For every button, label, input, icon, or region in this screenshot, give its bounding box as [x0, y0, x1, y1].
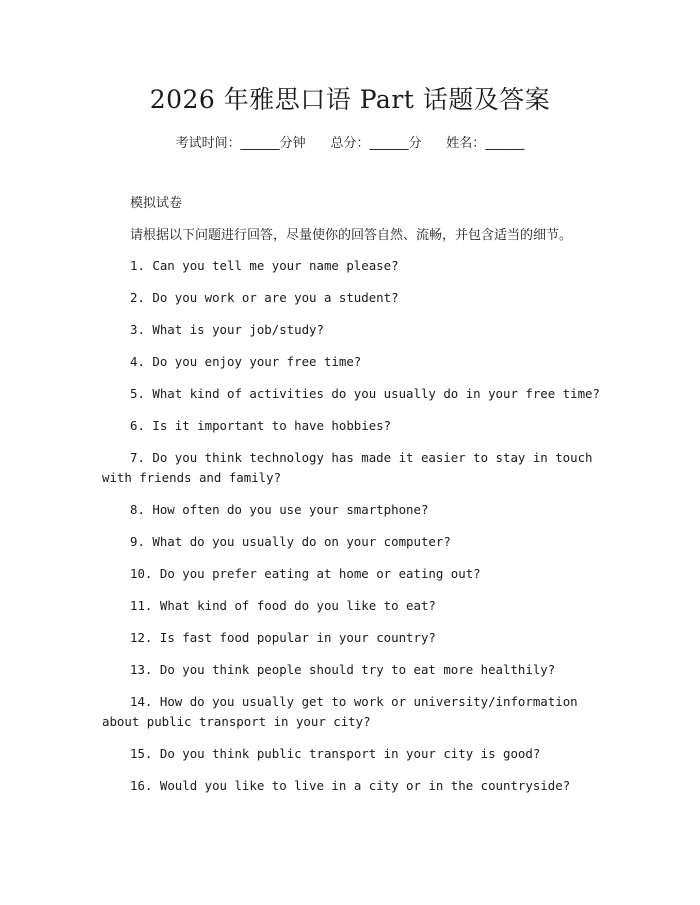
question-number: 3. [130, 322, 145, 337]
question-text: Do you enjoy your free time? [152, 354, 362, 369]
exam-info-line [0, 132, 700, 151]
question-text: Is it important to have hobbies? [152, 418, 392, 433]
question-text: Do you think people should try to eat more healthily? [159, 662, 556, 677]
question-text: How do you usually get to work or university/information about public transport in your city? [102, 694, 578, 729]
question-item [102, 596, 602, 616]
question-text: What is your job/study? [152, 322, 324, 337]
document-title: 2026 年雅思口语 Part 话题及答案 [149, 85, 551, 114]
question-item [102, 564, 602, 584]
question-text: Can you tell me your name please? [152, 258, 399, 273]
question-text: What do you usually do on your computer? [152, 534, 451, 549]
name-label: 姓名：______ [446, 136, 525, 151]
total-score-label: 总分：______分 [330, 136, 422, 151]
question-text: Do you think technology has made it easier to stay in touch with friends and family? [102, 450, 593, 485]
question-item [102, 692, 602, 732]
question-item [102, 532, 602, 552]
instructions-text: 请根据以下问题进行回答，尽量使你的回答自然、流畅，并包含适当的细节。 [130, 228, 573, 243]
question-item [102, 320, 602, 340]
question-text: What kind of activities do you usually do in your free time? [152, 386, 600, 401]
question-number: 11. [130, 598, 153, 613]
question-item [102, 352, 602, 372]
question-item [102, 744, 602, 764]
question-item [102, 628, 602, 648]
question-number: 10. [130, 566, 153, 581]
question-text: How often do you use your smartphone? [152, 502, 429, 517]
question-number: 8. [130, 502, 145, 517]
question-number: 9. [130, 534, 145, 549]
question-number: 12. [130, 630, 153, 645]
section-title: 模拟试卷 [130, 196, 183, 211]
question-item [102, 660, 602, 680]
question-item [102, 384, 602, 404]
question-text: Do you work or are you a student? [152, 290, 399, 305]
question-text: Do you prefer eating at home or eating out? [159, 566, 481, 581]
question-text: Would you like to live in a city or in the countryside? [159, 778, 571, 793]
question-number: 14. [130, 694, 153, 709]
question-number: 7. [130, 450, 145, 465]
question-number: 16. [130, 778, 153, 793]
question-item [102, 416, 602, 436]
question-number: 1. [130, 258, 145, 273]
question-text: Do you think public transport in your city is good? [159, 746, 541, 761]
question-item [102, 256, 602, 276]
question-number: 4. [130, 354, 145, 369]
question-text: What kind of food do you like to eat? [159, 598, 436, 613]
question-number: 13. [130, 662, 153, 677]
question-number: 2. [130, 290, 145, 305]
question-number: 6. [130, 418, 145, 433]
question-item [102, 776, 602, 796]
question-list [102, 256, 602, 808]
question-item [102, 448, 602, 488]
question-number: 15. [130, 746, 153, 761]
question-item [102, 288, 602, 308]
question-text: Is fast food popular in your country? [159, 630, 436, 645]
question-item [102, 500, 602, 520]
question-number: 5. [130, 386, 145, 401]
exam-time-label: 考试时间：______分钟 [175, 136, 306, 151]
